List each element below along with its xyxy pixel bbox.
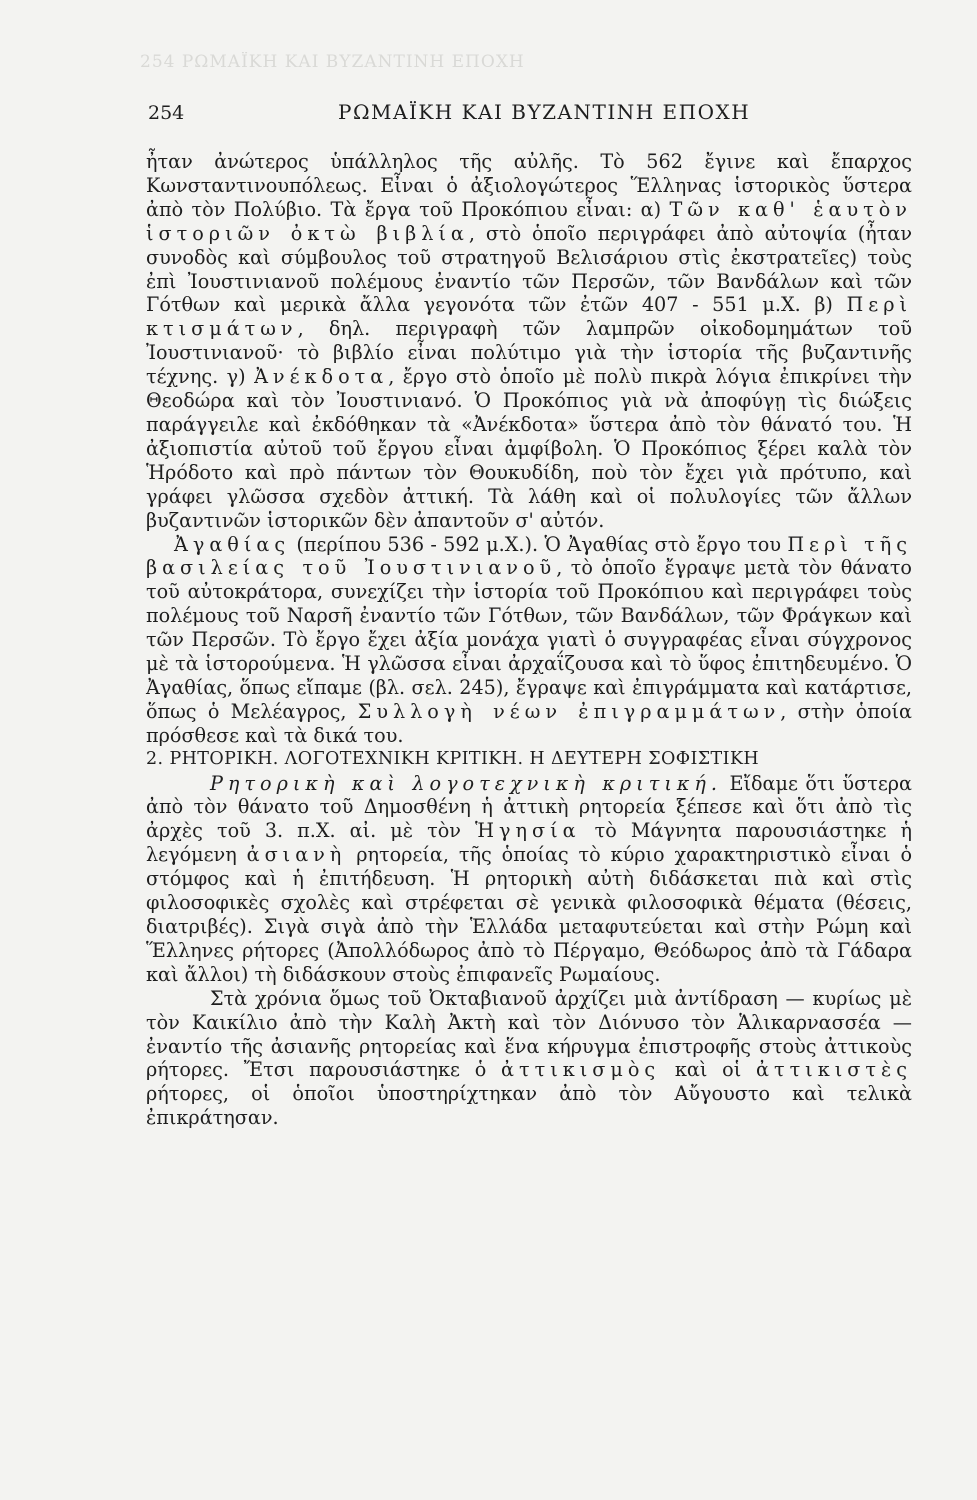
name-spaced: Ἡγησία	[474, 819, 581, 843]
paragraph-rhetoric	[146, 772, 912, 987]
text-run: ρήτορες, οἱ ὁποῖοι ὑποστηρίχτηκαν ἀπὸ τὸν Αὔγουστο καὶ τελικὰ ἐπικράτησαν.	[146, 1082, 912, 1130]
term-spaced: ἀττικισμὸς	[501, 1058, 661, 1082]
text-run: Εἴδαμε ὅτι ὕστερα ἀπὸ τὸν θάνατο τοῦ Δημοσθένη ἡ ἀττικὴ ρητορεία ξέπεσε καὶ ὅτι ἀπὸ τὶς ἀρχὲς τοῦ 3. π.Χ. αἰ. μὲ τὸν	[146, 771, 912, 843]
text-run: , στὴν ὁποία πρόσθεσε καὶ τὰ δικά του.	[146, 699, 912, 747]
text-run: ἦταν ἀνώτερος ὑπάλληλος τῆς αὐλῆς. Τὸ 562 ἔγινε καὶ ἔπαρχος Κωνσταντινουπόλεως. Εἶναι ὁ ἀξιολογώτερος Ἕλληνας ἱστορικὸς ὕστερα ἀπὸ τὸν Πολύβιο. Τὰ ἔργα τοῦ Προκόπιου εἶναι: α)	[146, 150, 912, 221]
subsection-title: Ρητορικὴ καὶ λογοτεχνικὴ κριτική.	[210, 771, 723, 795]
section-heading: 2. ΡΗΤΟΡΙΚΗ. ΛΟΓΟΤΕΧΝΙΚΗ ΚΡΙΤΙΚΗ. Η ΔΕΥΤΕΡΗ ΣΟΦΙΣΤΙΚΗ	[146, 748, 760, 769]
text-run: ρητορεία, τῆς ὁποίας τὸ κύριο χαρακτηριστικὸ εἶναι ὁ στόμφος καὶ ἡ ἐπιτήδευση. Ἡ ρητορικὴ αὐτὴ διδάσκεται πιὰ καὶ στὶς φιλοσοφικὲς σχολὲς καὶ στρέφεται σὲ γενικὰ φιλοσοφικὰ θέματα (θέσεις, διατριβές). Σιγὰ σιγὰ ἀπὸ τὴν Ἑλλάδα μεταφυτεύεται καὶ στὴν Ρώμη καὶ Ἕλληνες ρήτορες (Ἀπολλόδωρος ἀπὸ τὸ Πέργαμο, Θεόδωρος ἀπὸ τὰ Γάδαρα καὶ ἄλλοι) τὴ διδάσκουν στοὺς ἐπιφανεῖς Ρωμαίους.	[146, 843, 912, 986]
text-run: τὸ Μάγνητα παρουσιάστηκε ἡ λεγόμενη	[146, 819, 912, 867]
work-title-spaced: Συλλογὴ νέων ἐπιγραμμάτων	[357, 699, 781, 723]
text-run: , ἔργο στὸ ὁποῖο μὲ πολὺ πικρὰ λόγια ἐπικρίνει τὴν Θεοδώρα καὶ τὸν Ἰουστινιανό. Ὁ Προκόπιος γιὰ νὰ ἀποφύγῃ τὶς διώξεις παράγγειλε καὶ ἐκδόθηκαν τὰ «Ἀνέκδοτα» ὕστερα ἀπὸ τὸν θάνατό του. Ἡ ἀξιοπιστία αὐτοῦ τοῦ ἔργου εἶναι ἀμφίβολη. Ὁ Προκόπιος ξέρει καλὰ τὸν Ἡρόδοτο καὶ πρὸ πάντων τὸν Θουκυδίδη, ποὺ τὸν ἔχει γιὰ πρότυπο, καὶ γράφει γλῶσσα σχεδὸν ἀττική. Τὰ λάθη καὶ οἱ πολυλογίες τῶν ἄλλων βυζαντινῶν ἱστορικῶν δὲν ἀπαντοῦν σ' αὐτόν.	[146, 365, 912, 532]
text-run: καὶ οἱ	[660, 1058, 756, 1082]
term-spaced: ἀττικιστὲς	[756, 1058, 912, 1082]
author-name-spaced: Ἀγαθίας	[174, 532, 291, 556]
running-title: ΡΩΜΑΪΚΗ ΚΑΙ ΒΥΖΑΝΤΙΝΗ ΕΠΟΧΗ	[338, 100, 751, 124]
paragraph-procopius	[146, 150, 912, 533]
body-text	[146, 150, 912, 1130]
text-run: (περίπου 536 - 592 μ.Χ.). Ὁ Ἀγαθίας στὸ ἔργο του	[290, 532, 788, 556]
work-title-spaced: Τῶν καθ' ἑαυτὸν ἱστοριῶν ὀκτὼ βιβλία	[146, 197, 912, 245]
work-title-spaced: Περὶ τῆς βασιλείας τοῦ Ἰουστινιανοῦ	[146, 532, 912, 580]
page-header	[148, 98, 908, 128]
work-title-spaced: Ἀνέκδοτα	[254, 365, 389, 389]
text-run: , στὸ ὁποῖο περιγράφει ἀπὸ αὐτοψία (ἦταν συνοδὸς καὶ σύμβουλος τοῦ στρατηγοῦ Βελισάριου στὶς ἐκστρατεῖες) τοὺς ἐπὶ Ἰουστινιανοῦ πολέμους ἐναντίο τῶν Περσῶν, τῶν Βανδάλων καὶ τῶν Γότθων καὶ μερικὰ ἄλλα γεγονότα τῶν ἐτῶν 407 - 551 μ.Χ. β)	[146, 221, 912, 317]
text-run: Στὰ χρόνια ὅμως τοῦ Ὀκταβιανοῦ ἀρχίζει μιὰ ἀντίδραση — κυρίως μὲ τὸν Καικίλιο ἀπὸ τὴν Καλὴ Ἀκτὴ καὶ τὸν Διόνυσο τὸν Ἁλικαρνασσέα — ἐναντίο τῆς ἀσιανῆς ρητορείας καὶ ἕνα κήρυγμα ἐπιστροφῆς στοὺς ἀττικοὺς ρήτορες. Ἔτσι παρουσιάστηκε ὁ	[146, 986, 912, 1082]
term-spaced: ἀσιανὴ	[246, 843, 347, 867]
page-number: 254	[148, 102, 185, 124]
text-run: , τὸ ὁποῖο ἔγραψε μετὰ τὸν θάνατο τοῦ αὐτοκράτορα, συνεχίζει τὴν ἱστορία τοῦ Προκόπιου καὶ περιγράφει τοὺς πολέμους τοῦ Ναρσῆ ἐναντίο τῶν Γότθων, τῶν Βανδάλων, τῶν Φράγκων καὶ τῶν Περσῶν. Τὸ ἔργο ἔχει ἀξία μονάχα γιατὶ ὁ συγγραφέας εἶναι σύγχρονος μὲ τὰ ἱστορούμενα. Ἡ γλῶσσα εἶναι ἀρχαΐζουσα καὶ τὸ ὕφος ἐπιτηδευμένο. Ὁ Ἀγαθίας, ὅπως εἴπαμε (βλ. σελ. 245), ἔγραψε καὶ ἐπιγράμματα καὶ κατάρτισε, ὅπως ὁ Μελέαγρος,	[146, 556, 912, 723]
text-run: , δηλ. περιγραφὴ τῶν λαμπρῶν οἰκοδομημάτων τοῦ Ἰουστινιανοῦ· τὸ βιβλίο εἶναι πολύτιμο γιὰ τὴν ἱστορία τῆς βυζαντινῆς τέχνης. γ)	[146, 317, 912, 389]
work-title-spaced: Περὶ κτισμάτων	[146, 293, 912, 341]
paragraph-agathias	[146, 533, 912, 748]
bleed-through-text: 254 ΡΩΜΑΪΚΗ ΚΑΙ ΒΥΖΑΝΤΙΝΗ ΕΠΟΧΗ	[140, 52, 525, 72]
paragraph-atticism	[146, 987, 912, 1130]
